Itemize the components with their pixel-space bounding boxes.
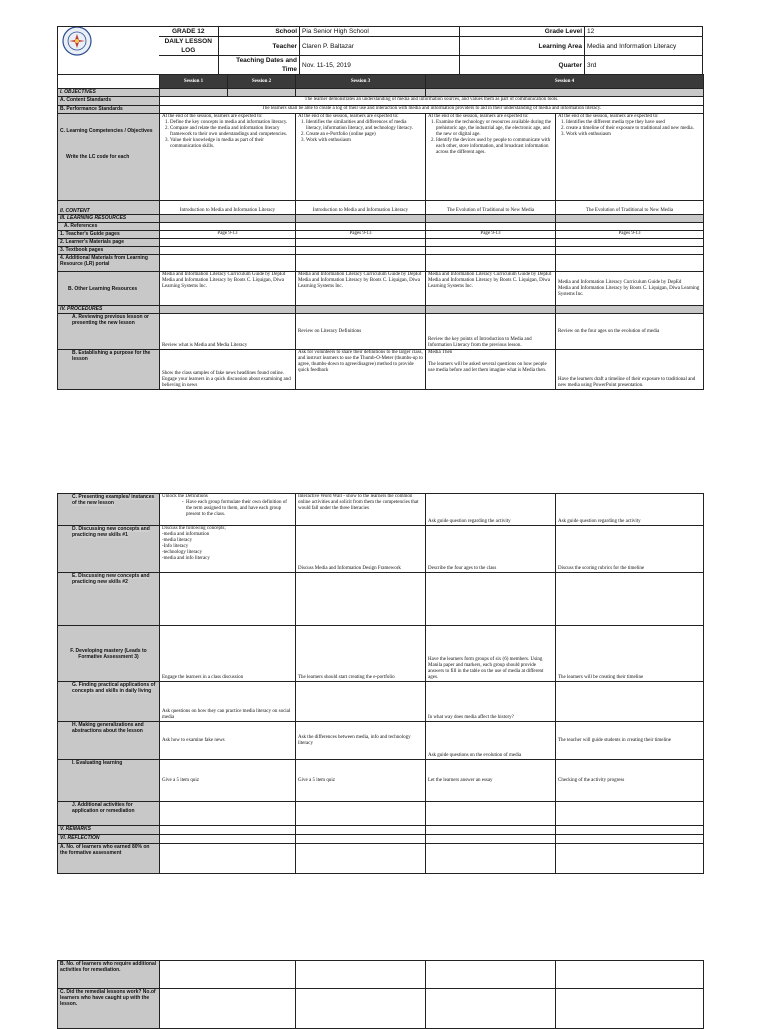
proc-e-label — [58, 573, 160, 626]
proc-f-s2: The learners should start creating the e-portfolio — [296, 626, 426, 682]
comp-s4-list — [558, 120, 701, 138]
proc-a-s3: Review the key points of Introduction to Media and Information Literacy from the previous lesson. — [426, 314, 556, 350]
proc-d-s1: Discuss the following concepts; -media and information -media literacy -Info literacy -technology literacy -media and info literacy — [160, 526, 296, 573]
grade-level-label: Grade Level — [460, 27, 585, 37]
comp-s1-list — [162, 120, 293, 150]
proc-b-label: B. Establishing a purpose for the lesson — [58, 350, 160, 390]
competency-item: 1. Identifies the different media type they have used — [566, 120, 701, 126]
header-table — [57, 26, 703, 75]
other-s3: Media and Information Literacy Curriculum Guide by DepEd Media and Information Literacy by Boots C. Liquigan, Diwa Learning Systems Inc. — [426, 272, 556, 306]
resources-heading: III. LEARNING RESOURCES — [58, 215, 160, 223]
proc-g-s3: In what way does media affect the history? — [426, 682, 556, 722]
proc-d-label — [58, 526, 160, 573]
reflection-a-label: A. No. of learners who earned 80% on the formative assessment — [58, 844, 160, 874]
comp-s3-intro: At the end of the session, learners are expected to: — [428, 114, 529, 119]
competencies-label-cell — [58, 114, 160, 201]
procedures-heading: IV. PROCEDURES — [58, 306, 160, 314]
proc-a-label: A. Reviewing previous lesson or presenting the new lesson — [58, 314, 160, 350]
proc-c-s2: Interactive Word Wall - show to the learners the common online activities and solicit from them the competencies that would fall under the three literacies — [296, 494, 426, 526]
school-value: Pia Senior High School — [300, 27, 460, 37]
performance-standards-label: B. Performance Standards — [58, 106, 160, 114]
references-label: A. References — [58, 223, 160, 231]
proc-c-label — [58, 494, 160, 526]
log-title: DAILY LESSON LOG — [159, 37, 219, 56]
proc-f-s3: Have the learners form groups of six (6) members. Using Manila paper and markers, each group should provide answers to fill in the table on the use of media at different ages. — [426, 626, 556, 682]
reflection-c-label: C. Did the remedial lessons work? No.of learners who have caught up with the lesson. — [58, 989, 160, 1029]
other-resources-label: B. Other Learning Resources — [58, 272, 160, 306]
competency-item: 2. Identify the devices used by people to communicate with each other, store information, and broadcast information across the different ages. — [436, 138, 553, 156]
quarter-label: Quarter — [460, 56, 585, 75]
performance-standards-value: The learners shall be able to create a log of their use and interaction with media and information providers to aid in their understanding of media and information literacy. — [160, 106, 704, 114]
proc-c-s1-item: - Have each group formulate their own definition of the term assigned to them, and have each group present to the class. — [186, 500, 293, 518]
lr-label: 4. Additional Materials from Learning Resource (LR) portal — [58, 255, 160, 272]
tg-s1: Page 9-13 — [160, 231, 296, 239]
comp-s2-list — [298, 120, 423, 144]
proc-c-s3: Ask guide question regarding the activity — [426, 494, 556, 526]
lesson-table-page2 — [57, 493, 704, 874]
tg-s4: Pages 9-13 — [556, 231, 704, 239]
lesson-table-page1 — [57, 74, 704, 390]
proc-d-s4: Discuss the scoring rubrics for the timeline — [556, 526, 704, 573]
grade-level-value: 12 — [585, 27, 703, 37]
proc-d-text: D. Discussing new concepts and practicing new skills #1 — [72, 526, 150, 538]
other-s2: Media and Information Literacy Curriculum Guide by DepEd Media and Information Literacy by Boots C. Liquigan, Diwa Learning Systems Inc. — [296, 272, 426, 306]
proc-h-s4: The teacher will guide students in creating their timeline — [556, 722, 704, 760]
proc-b-s3: Media Then The learners will be asked several questions on how people use media before and let them imagine what is Media then. — [426, 350, 556, 390]
content-s2: Introduction to Media and Information Literacy — [296, 201, 426, 215]
content-s3: The Evolution of Traditional to New Media — [426, 201, 556, 215]
comp-s4-intro: At the end of the session, learners are expected to: — [558, 114, 659, 119]
proc-h-s1: Ask how to examine fake news — [160, 722, 296, 760]
dates-label: Teaching Dates and Time — [219, 56, 300, 75]
grade-text: GRADE 12 — [159, 27, 219, 37]
competency-item: 3. Value their knowledge in media as part of their communication skills. — [170, 138, 293, 150]
content-standards-label: A. Content Standards — [58, 97, 160, 106]
dates-value: Nov. 11-15, 2019 — [300, 56, 460, 75]
proc-i-label: I. Evaluating learning — [58, 760, 160, 802]
proc-h-s2: Ask the differences between media, info and technology literacy — [296, 722, 426, 760]
learning-area-label: Learning Area — [460, 37, 585, 56]
proc-f-label: F. Developing mastery (Leads to Formative Assessment 3) — [58, 626, 160, 682]
session-4-header: Session 4 — [426, 75, 704, 89]
competency-item: 3. Work with enthusiasm — [566, 132, 701, 138]
competency-item: 2. create a timeline of their exposure to traditional and new media. — [566, 126, 701, 132]
lesson-table-page3 — [57, 960, 704, 1029]
session-2-header: Session 2 — [228, 75, 296, 89]
proc-c-s1-title: Unlock the Definitions — [162, 494, 208, 499]
proc-e-text: E. Discussing new concepts and practicing new skills #2 — [72, 573, 150, 585]
competency-item: 1. Define the key concepts in media and information literacy. — [170, 120, 293, 126]
competency-item: 2. Create an e-Portfolio (online page) — [306, 132, 423, 138]
proc-c-text: C. Presenting examples/ instances of the new lesson — [72, 494, 155, 506]
proc-a-s4: Review on the four ages on the evolution of media — [556, 314, 704, 350]
quarter-value: 3rd — [585, 56, 703, 75]
content-standards-value: The learner demonstrates an understanding of media and information sources, and values them as part of communication tools. — [160, 97, 704, 106]
proc-a-s1: Review what is Media and Media Literacy — [160, 314, 296, 350]
proc-d-s2: Discuss Media and Information Design Framework — [296, 526, 426, 573]
proc-a-s2: Review on Literacy Definitions — [296, 314, 426, 350]
remarks-heading: V. REMARKS — [58, 826, 160, 835]
proc-b-s1: Show the class samples of fake news headlines found online. Engage your learners in a quick discussion about examining and believing in news — [160, 350, 296, 390]
proc-g-text: G. Finding practical applications of concepts and skills in daily living — [72, 682, 156, 694]
proc-h-s3: Ask guide questions on the evolution of media — [426, 722, 556, 760]
reflection-b-label: B. No. of learners who require additional activities for remediation. — [58, 961, 160, 989]
proc-i-s2: Give a 5 item quiz — [296, 760, 426, 802]
tg-label: 1. Teacher's Guide pages — [58, 231, 160, 239]
competencies-session2 — [296, 114, 426, 201]
reflection-heading: VI. REFLECTION — [58, 835, 160, 844]
objectives-heading: I. OBJECTIVES — [58, 89, 160, 97]
proc-f-s1: Engage the learners in a class discussion — [160, 626, 296, 682]
other-s4: Media and Information Literacy Curriculum Guide by DepEd Media and Information Literacy by Boots C. Liquigan, Diwa Learning Systems Inc. — [556, 272, 704, 306]
proc-f-s4: The learners will be creating their timeline — [556, 626, 704, 682]
lm-label: 2. Learner's Materials page — [58, 239, 160, 247]
session-3-header: Session 3 — [296, 75, 426, 89]
content-s4: The Evolution of Traditional to New Media — [556, 201, 704, 215]
proc-j-label: J. Additional activities for application or remediation — [58, 802, 160, 826]
proc-b-s4: Have the learners draft a timeline of their exposure to traditional and new media using PowerPoint presentation. — [556, 350, 704, 390]
teacher-label: Teacher — [219, 37, 300, 56]
content-s1: Introduction to Media and Information Literacy — [160, 201, 296, 215]
comp-s3-list — [428, 120, 553, 156]
proc-i-s3: Let the learners answer an essay — [426, 760, 556, 802]
proc-g-s1: Ask questions on how they can practice media literacy on social media — [160, 682, 296, 722]
competencies-session3 — [426, 114, 556, 201]
comp-s2-intro: At the end of the session, learners are expected to: — [298, 114, 399, 119]
school-label: School — [219, 27, 300, 37]
comp-s1-intro: At the end of the session, learners are expected to: — [162, 114, 263, 119]
competencies-label: C. Learning Competencies / Objectives — [60, 128, 153, 134]
session-1-header: Session 1 — [160, 75, 228, 89]
tg-s3: Page 9-13 — [426, 231, 556, 239]
tg-s2: Pages 9-13 — [296, 231, 426, 239]
proc-g-label — [58, 682, 160, 722]
competencies-session1 — [160, 114, 296, 201]
proc-i-s4: Checking of the activity progress — [556, 760, 704, 802]
tb-label: 3. Textbook pages — [58, 247, 160, 255]
competency-item: 1. Identifies the similarities and differences of media literacy, information literacy, and technology literacy. — [306, 120, 423, 132]
competencies-session4 — [556, 114, 704, 201]
proc-h-label: H. Making generalizations and abstractions about the lesson — [58, 722, 160, 760]
proc-i-s1: Give a 5 item quiz — [160, 760, 296, 802]
other-s1: Media and Information Literacy Curriculum Guide by DepEd Media and Information Literacy by Boots C. Liquigan, Diwa Learning Systems Inc. — [160, 272, 296, 306]
competency-item: 2. Compare and relate the media and information literacy framework to their own understandings and competencies. — [170, 126, 293, 138]
content-heading: II. CONTENT — [58, 201, 160, 215]
learning-area-value: Media and Information Literacy — [585, 37, 703, 56]
proc-c-s4: Ask guide question regarding the activity — [556, 494, 704, 526]
lc-code-label: Write the LC code for each — [66, 154, 130, 160]
competency-item: 1. Examine the technology or resources available during the prehistoric age, the industrial age, the electronic age, and the new or digital age. — [436, 120, 553, 138]
proc-b-s2: Ask for volunteers to share their definitions to the larger class, and instruct learners to use the Thumb-O-Meter (thumbs-up to agree, thumbs-down to agree/disagree) method to provide quick feedback — [296, 350, 426, 390]
teacher-value: Claren P. Baltazar — [300, 37, 460, 56]
competency-item: 3. Work with enthusiasm — [306, 138, 423, 144]
proc-c-s1 — [160, 494, 296, 526]
proc-d-s3: Describe the four ages to the class — [426, 526, 556, 573]
